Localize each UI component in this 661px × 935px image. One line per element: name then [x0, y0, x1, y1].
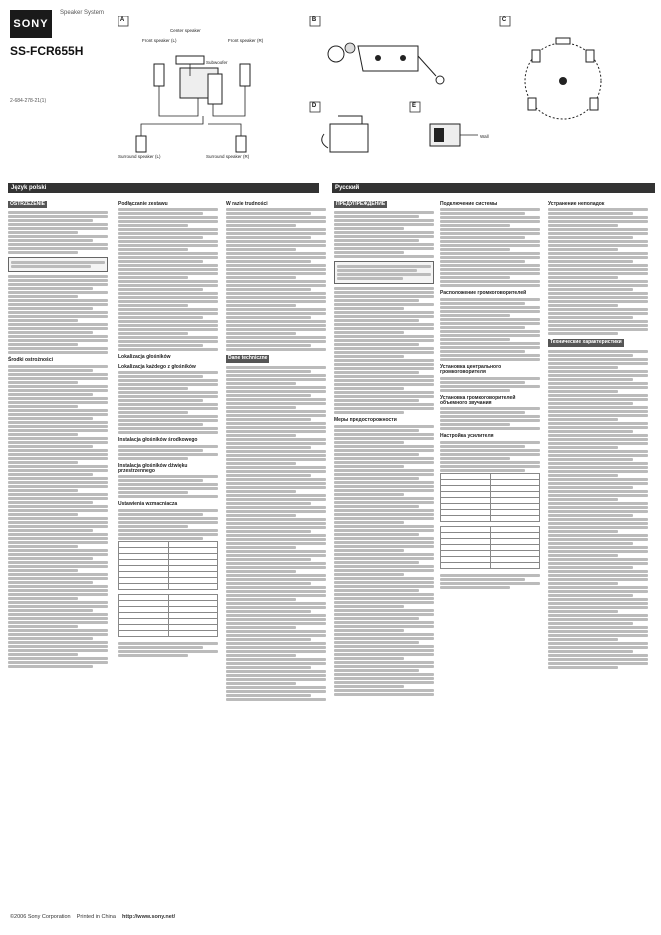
section-heading: Podłączanie zestawu: [118, 201, 168, 207]
column-6: [548, 198, 648, 670]
label-surround-left: Surround speaker (L): [118, 154, 161, 159]
panel-label-c: C: [501, 17, 507, 23]
section-heading: Środki ostrożności: [8, 357, 54, 364]
column-2: [118, 198, 218, 658]
settings-table: [440, 526, 540, 569]
section-heading: Instalacja głośników dźwięku przestrzennego: [118, 462, 188, 475]
section-heading: Установка центрального громкоговорителя: [440, 363, 502, 376]
section-heading: Instalacja głośników środkowego: [118, 437, 198, 444]
panel-label-a: A: [119, 17, 125, 23]
label-subwoofer: Subwoofer: [206, 60, 228, 65]
section-heading: Технические характеристики: [550, 339, 622, 346]
language-bar-russian: Русский: [332, 183, 655, 193]
language-bar-polish: Język polski: [8, 183, 319, 193]
section-heading: Dane techniczne: [228, 355, 268, 362]
section-heading: Устранение неполадок: [548, 201, 605, 207]
warning-note: [8, 257, 108, 272]
label-front-left: Front speaker (L): [142, 38, 177, 43]
label-center: Center speaker: [170, 28, 201, 33]
section-heading: OSTRZEŻENIE: [10, 201, 46, 207]
section-heading: Расположение громкоговорителей: [440, 290, 527, 297]
panel-label-d: D: [311, 103, 317, 109]
connection-diagrams: [118, 16, 658, 176]
column-4: [334, 198, 434, 697]
panel-label-b: B: [311, 17, 317, 23]
column-1: [8, 198, 108, 669]
label-front-right: Front speaker (R): [228, 38, 264, 43]
section-heading: Подключение системы: [440, 201, 498, 207]
settings-table: [118, 541, 218, 590]
printed-in-text: Printed in China: [76, 914, 116, 920]
section-heading: Меры предосторожности: [334, 417, 397, 424]
panel-label-e: E: [411, 103, 416, 109]
section-heading: Lokalizacja głośników: [118, 354, 171, 361]
section-heading: ПРЕДУПРЕЖДЕНИЕ: [336, 201, 386, 207]
panel-d-diagram: [310, 102, 368, 152]
panel-a-diagram: [118, 16, 250, 152]
panel-e-diagram: [410, 102, 478, 146]
section-heading: Установка громкоговорителей объемного звучания: [440, 394, 516, 407]
label-wall: Wall: [480, 134, 489, 139]
column-3: [226, 198, 326, 702]
section-heading: W razie trudności: [226, 201, 268, 207]
settings-table: [440, 473, 540, 522]
website-url[interactable]: http://www.sony.net/: [122, 914, 176, 920]
panel-c-diagram: [500, 16, 601, 119]
sony-logo: SONY: [10, 10, 52, 38]
part-number: 2-684-278-21(1): [10, 98, 47, 104]
footer: [10, 914, 175, 920]
column-5: [440, 198, 540, 590]
settings-table: [118, 594, 218, 637]
section-heading: Ustawienia wzmacniacza: [118, 501, 178, 508]
label-surround-right: Surround speaker (R): [206, 154, 250, 159]
section-heading: Настройка усилителя: [440, 433, 494, 440]
warning-note: [334, 261, 434, 284]
section-heading: Lokalizacja każdego z głośników: [118, 363, 196, 370]
panel-b-diagram: [310, 16, 444, 84]
copyright-text: ©2006 Sony Corporation: [10, 914, 71, 920]
model-number: SS-FCR655H: [10, 44, 84, 58]
product-type: Speaker System: [60, 10, 105, 16]
